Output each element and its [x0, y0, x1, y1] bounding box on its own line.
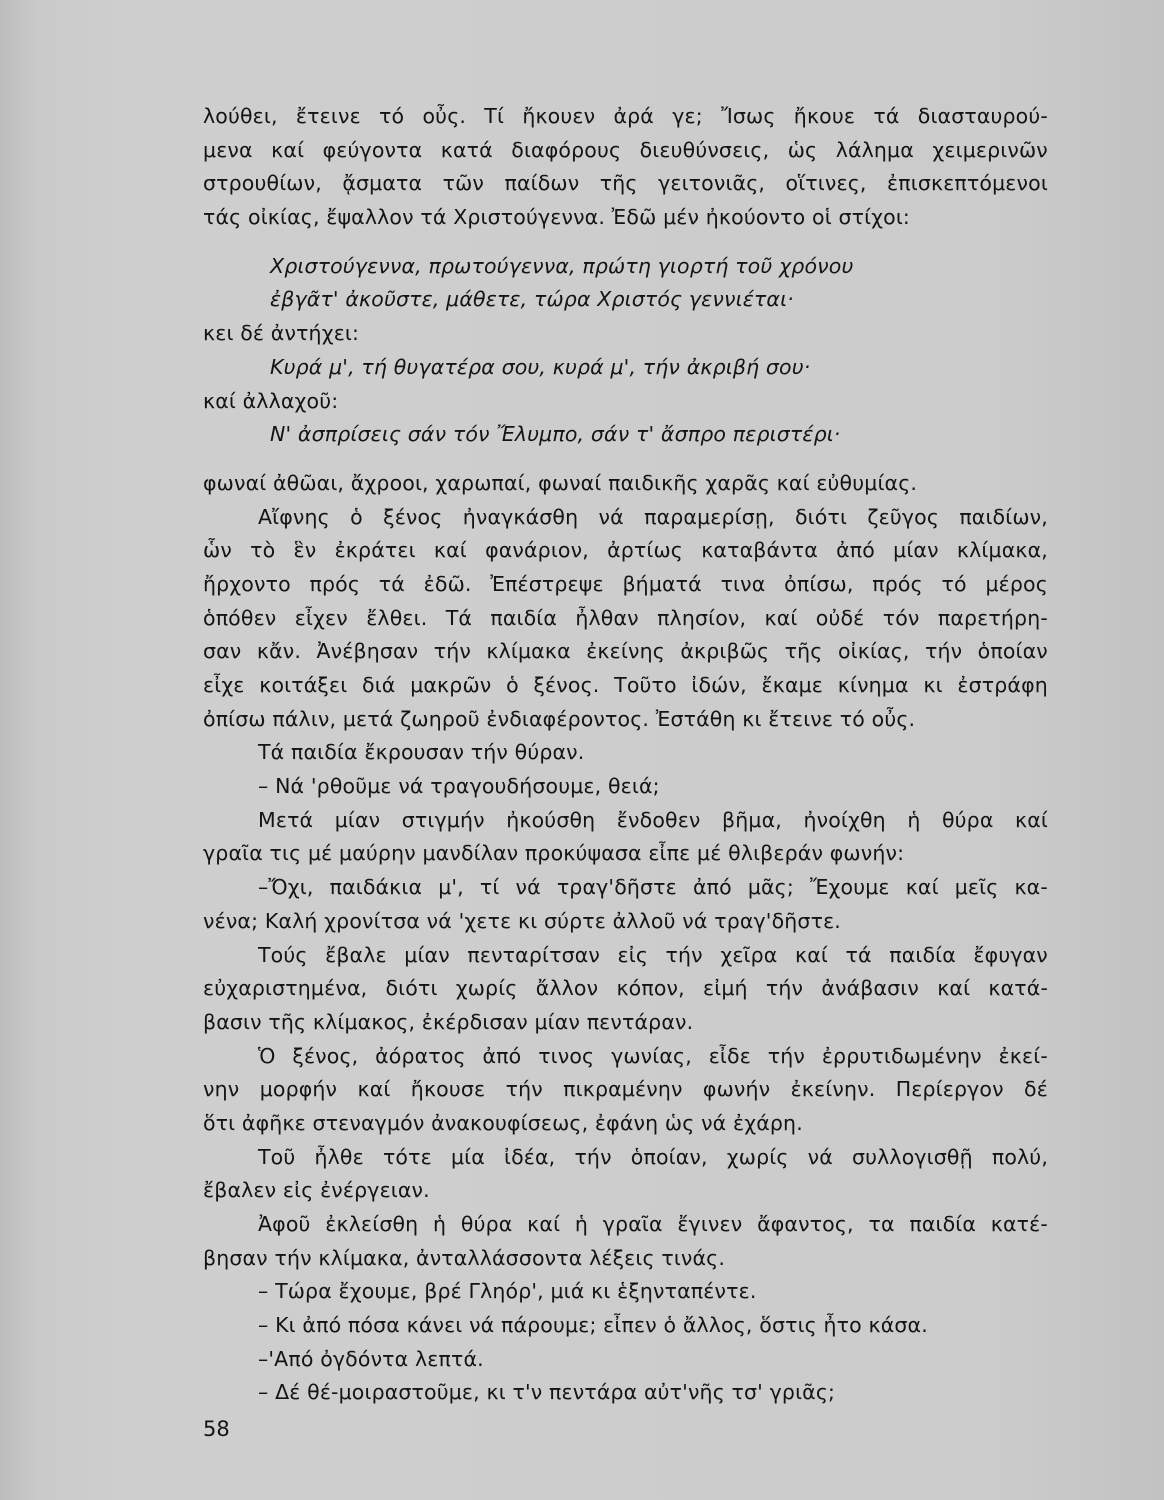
word: ἄλλον	[535, 976, 599, 1001]
word: κλίμακα,	[956, 538, 1048, 563]
word: ζεῦγος	[867, 504, 940, 529]
word: νην	[203, 1077, 240, 1102]
text-line: – Τώρα ἔχουμε, βρέ Γληόρ', μιά κι ἑξηνταπέντε.	[258, 1279, 757, 1304]
text-line: γραῖα τις μέ μαύρην μανδίλαν προκύψασα εἶπε μέ θλιβεράν φωνήν:	[203, 841, 905, 866]
word: εἰς	[617, 942, 649, 967]
word: βήματά	[622, 571, 702, 596]
verse-block	[203, 351, 1048, 385]
text-line: Τά παιδία ἔκρουσαν τήν θύραν.	[258, 740, 585, 765]
text-line	[203, 134, 1048, 168]
text-line	[203, 635, 1048, 669]
word: καί	[764, 605, 798, 630]
word: κατέ-	[990, 1212, 1048, 1236]
word: τήν	[433, 639, 471, 664]
word: οἵτινες,	[785, 171, 867, 196]
word: ἤκουσε	[410, 1077, 486, 1102]
word: ἠκούσθη	[506, 807, 596, 832]
word: μέρος	[985, 571, 1048, 596]
word: ἰδών,	[691, 673, 747, 697]
paragraph	[203, 939, 1048, 1040]
text-line: – Κι ἀπό πόσα κάνει νά πάρουμε; εἶπεν ὁ ἄλλος, ὅστις ἦτο κάσα.	[258, 1313, 928, 1338]
word: ἐκράτει	[334, 538, 416, 563]
text-line: – Δέ θέ-μοιραστοῦμε, κι τ'ν πεντάρα αὐτ'νῆς τσ' γριᾶς;	[258, 1380, 836, 1405]
word: Αἴφνης	[258, 504, 330, 529]
paragraph	[203, 871, 1048, 938]
word: ὁποίαν,	[630, 1144, 708, 1169]
text-line: ὅτι ἀφῆκε στεναγμόν ἀνακουφίσεως, ἐφάνη ὡς νά ἐχάρη.	[203, 1110, 803, 1135]
word: μίαν	[404, 942, 450, 967]
word: καί	[937, 976, 971, 1001]
word: ἀπό	[692, 875, 732, 900]
word: παιδάκια	[329, 875, 423, 900]
word: Τούς	[258, 942, 308, 967]
word: τῆς	[599, 171, 638, 196]
word: ἤκουεν	[522, 104, 596, 128]
text-line: –'Από ὀγδόντα λεπτά.	[258, 1346, 484, 1371]
word: Τί	[484, 104, 505, 128]
word: κλίμακα	[486, 639, 571, 664]
word: ἰδέα,	[504, 1144, 556, 1169]
word: λούθει,	[203, 104, 278, 128]
word: κοιτάξει	[259, 673, 348, 697]
paragraph	[203, 1376, 1048, 1410]
word: ἔγινεν	[677, 1212, 743, 1236]
word: ἠναγκάσθη	[462, 504, 579, 529]
word: παιδία	[889, 942, 956, 967]
verse-block	[203, 250, 1048, 317]
text-line	[203, 1040, 1048, 1074]
word: οὖς.	[422, 104, 467, 128]
word: καί	[1015, 807, 1048, 832]
word: ἠνοίχθη	[803, 807, 886, 832]
paragraph	[203, 317, 1048, 351]
word: ὡς	[787, 137, 818, 162]
word: παιδίων,	[959, 504, 1048, 529]
word: νά	[807, 1144, 833, 1169]
word: πλησίον,	[657, 605, 747, 630]
word: ἔνδοθεν	[616, 807, 701, 832]
word: τήν	[765, 976, 804, 1001]
word: κόπον,	[616, 976, 685, 1001]
paragraph	[203, 1275, 1048, 1309]
word: συλλογισθῇ	[851, 1144, 973, 1169]
text-line	[203, 534, 1048, 568]
word: φανάριον,	[485, 538, 589, 563]
word: τὸ	[250, 538, 276, 563]
word: ἀνάβασιν	[821, 976, 919, 1001]
word: ὀπίσω,	[784, 571, 854, 596]
word: εἶχε	[203, 673, 245, 697]
text-line	[203, 568, 1048, 602]
word: γειτονιᾶς,	[658, 171, 766, 196]
paragraph	[203, 1343, 1048, 1377]
word: διότι	[794, 504, 848, 529]
word: ξένος	[383, 504, 443, 529]
text-line: Κυρά μ', τή θυγατέρα σου, κυρά μ', τήν ἀκριβή σου·	[270, 354, 811, 379]
word: καί	[905, 875, 939, 900]
word: κίνημα	[837, 673, 909, 697]
text-line	[203, 669, 1048, 703]
word: ἡ	[574, 1212, 589, 1236]
paragraph	[203, 385, 1048, 419]
text-line: ἐβγᾶτ' ἀκοῦστε, μάθετε, τώρα Χριστός γεννιέται·	[270, 287, 794, 312]
word: χεῖρα	[720, 942, 778, 967]
word: θύρα	[460, 1212, 513, 1236]
paragraph	[203, 501, 1048, 737]
word: τήν	[505, 1077, 543, 1102]
word: τα	[868, 1212, 895, 1236]
word: ξένος,	[292, 1043, 359, 1068]
word: καί	[271, 137, 305, 162]
word: ᾄσματα	[342, 171, 423, 196]
word: καί	[357, 1077, 391, 1102]
word: οἰκίας,	[837, 639, 910, 664]
word: νά	[515, 875, 541, 900]
word: εἶχεν	[294, 605, 348, 630]
word: τήν	[767, 1043, 805, 1068]
word: ἀπό	[836, 538, 875, 563]
word: δέ	[1024, 1077, 1048, 1102]
word: Ἀνέβησαν	[316, 639, 419, 664]
page-number: 58	[203, 1417, 230, 1441]
word: ἐκεί-	[998, 1043, 1048, 1068]
word: γωνίας,	[611, 1043, 692, 1068]
paragraph	[203, 1208, 1048, 1275]
text-line: βασιν τῆς κλίμακος, ἐκέρδισαν μίαν πεντάραν.	[203, 1009, 694, 1034]
word: Τοῦτο	[614, 673, 677, 697]
word: μορφήν	[259, 1077, 338, 1102]
word: τά	[873, 104, 900, 128]
word: τά	[845, 942, 872, 967]
word: τινα	[720, 571, 766, 596]
word: μενα	[203, 137, 253, 162]
word: νά	[598, 504, 624, 529]
word: μ',	[438, 875, 464, 900]
word: φωνήν	[702, 1077, 771, 1102]
word: Τά	[445, 605, 473, 630]
word: στρουθίων,	[203, 171, 322, 196]
word: βῆμα,	[722, 807, 782, 832]
word: πρός	[309, 571, 361, 596]
word: Ἐπέστρεψε	[490, 571, 604, 596]
text-line: ὀπίσω πάλιν, μετά ζωηροῦ ἐνδιαφέροντος. Ἐστάθη κι ἔτεινε τό οὖς.	[203, 706, 916, 731]
paragraph	[203, 736, 1048, 770]
text-line	[203, 871, 1048, 905]
word: ἐκείνην.	[790, 1077, 876, 1102]
word: τήν	[665, 942, 703, 967]
word: κατά	[440, 137, 493, 162]
word: μίαν	[334, 807, 381, 832]
word: ὧν	[203, 538, 232, 563]
word: πρός	[872, 571, 923, 596]
paragraph	[203, 1040, 1048, 1141]
word: παραμερίσῃ,	[644, 504, 775, 529]
word: θύρα	[941, 807, 994, 832]
text-line: – Νά 'ρθοῦμε νά τραγουδήσουμε, θειά;	[258, 774, 660, 799]
word: ἀόρατος	[375, 1043, 466, 1068]
word: παρετήρη-	[937, 605, 1048, 630]
word: ἔλθει.	[366, 605, 428, 630]
word: πικραμένην	[563, 1077, 683, 1102]
word: εἰμή	[703, 976, 748, 1001]
text-line: τάς οἰκίας, ἔψαλλον τά Χριστούγεννα. Ἐδῶ μέν ἠκούοντο οἱ στίχοι:	[203, 205, 910, 230]
word: ἀκριβῶς	[680, 639, 770, 664]
text-line	[203, 1208, 1048, 1242]
word: ἤκουε	[793, 104, 856, 128]
word: καταβάντα	[701, 538, 818, 563]
word: διαφόρους	[511, 137, 622, 162]
text-line	[203, 501, 1048, 535]
word: μᾶς;	[747, 875, 794, 900]
text-line	[203, 804, 1048, 838]
word: καί	[527, 1212, 561, 1236]
text-line: ἔβαλεν εἰς ἐνέργειαν.	[203, 1178, 430, 1203]
word: κἄν.	[256, 639, 302, 664]
paragraph	[203, 1141, 1048, 1208]
word: καί	[795, 942, 828, 967]
word: ἔβαλε	[325, 942, 387, 967]
word: ὁπόθεν	[203, 605, 277, 630]
word: διευθύνσεις,	[639, 137, 770, 162]
word: γραῖα	[602, 1212, 663, 1236]
word: τήν	[924, 639, 963, 664]
word: κα-	[1014, 875, 1048, 900]
word: Περίεργον	[895, 1077, 1004, 1102]
word: μία	[450, 1144, 485, 1169]
word: Ἴσως	[721, 104, 776, 128]
word: σαν	[203, 639, 242, 664]
word: τήν	[574, 1144, 612, 1169]
word: Τοῦ	[258, 1144, 296, 1169]
word: τά	[378, 571, 405, 596]
word: ἔτεινε	[295, 104, 361, 128]
word: ἔφυγαν	[973, 942, 1048, 967]
word: τόν	[882, 605, 920, 630]
word: εἶδε	[708, 1043, 751, 1068]
word: Ὁ	[258, 1043, 276, 1068]
word: κι	[923, 673, 943, 697]
word: ἐρρυτιδωμένην	[821, 1043, 982, 1068]
word: στιγμήν	[401, 807, 485, 832]
page-text	[203, 100, 1048, 1410]
paragraph	[203, 100, 1048, 235]
word: χειμερινῶν	[932, 137, 1048, 162]
word: ἄφαντος,	[757, 1212, 854, 1236]
paragraph	[203, 770, 1048, 804]
paragraph	[203, 467, 1048, 501]
word: τῆς	[784, 639, 823, 664]
word: μίαν	[893, 538, 939, 563]
word: πολύ,	[991, 1144, 1048, 1169]
text-line	[203, 602, 1048, 636]
word: Ἔχουμε	[809, 875, 890, 900]
word: κατά-	[988, 976, 1048, 1001]
word: ἐκλείσθη	[325, 1212, 419, 1236]
word: ἐπισκεπτόμενοι	[887, 171, 1048, 196]
text-line	[203, 939, 1048, 973]
word: λάλημα	[835, 137, 914, 162]
text-line	[203, 1073, 1048, 1107]
word: τότε	[382, 1144, 432, 1169]
word: τινος	[538, 1043, 595, 1068]
text-line: Χριστούγεννα, πρωτούγεννα, πρώτη γιορτή τοῦ χρόνου	[270, 253, 854, 278]
text-line: κει δέ ἀντήχει:	[203, 321, 360, 346]
word: ἐκείνης	[586, 639, 665, 664]
word: ἐδῶ.	[423, 571, 472, 596]
paragraph	[203, 1309, 1048, 1343]
word: οὐδέ	[815, 605, 865, 630]
word: ἀρτίως	[607, 538, 683, 563]
word: ὁ	[350, 504, 363, 529]
word: ἦλθε	[314, 1144, 364, 1169]
word: ἐστράφη	[957, 673, 1048, 697]
text-line: φωναί ἀθῶαι, ἄχροοι, χαρωπαί, φωναί παιδικῆς χαρᾶς καί εὐθυμίας.	[203, 470, 918, 495]
word: ἔκαμε	[761, 673, 824, 697]
word: τό	[941, 571, 967, 596]
word: τῶν	[442, 171, 485, 196]
text-line: νένα; Καλή χρονίτσα νά 'χετε κι σύρτε ἀλλοῦ νά τραγ'δῆστε.	[203, 908, 841, 933]
text-line	[203, 1141, 1048, 1175]
word: Μετά	[258, 807, 314, 832]
paragraph	[203, 804, 1048, 871]
word: παιδία	[490, 605, 558, 630]
word: γε;	[672, 104, 703, 128]
word: μεῖς	[954, 875, 999, 900]
text-line: βησαν τήν κλίμακα, ἀνταλλάσσοντα λέξεις τινάς.	[203, 1245, 726, 1270]
word: παίδων	[504, 171, 580, 196]
text-line: Ν' ἀσπρίσεις σάν τόν Ἔλυμπο, σάν τ' ἄσπρο περιστέρι·	[270, 422, 841, 447]
word: τό	[379, 104, 405, 128]
word: καί	[433, 538, 467, 563]
text-line: καί ἀλλαχοῦ:	[203, 388, 339, 413]
text-line	[203, 167, 1048, 201]
word: φεύγοντα	[322, 137, 423, 162]
text-line	[203, 100, 1048, 134]
word: διά	[362, 673, 396, 697]
word: διότι	[385, 976, 438, 1001]
word: ἤρχοντο	[203, 571, 291, 596]
word: εὐχαριστημένα,	[203, 976, 368, 1001]
word: ἀπό	[482, 1043, 522, 1068]
word: παιδία	[909, 1212, 977, 1236]
word: διασταυρού-	[917, 104, 1048, 128]
word: χωρίς	[726, 1144, 789, 1169]
word: ἦλθαν	[575, 605, 639, 630]
word: –Ὄχι,	[258, 875, 314, 900]
word: ἡ	[433, 1212, 447, 1236]
word: χωρίς	[455, 976, 518, 1001]
word: μακρῶν	[410, 673, 492, 697]
word: ἀρά	[613, 104, 654, 128]
word: ξένος.	[533, 673, 600, 697]
word: τραγ'δῆστε	[556, 875, 677, 900]
word: ἡ	[907, 807, 921, 832]
word: πενταρίτσαν	[467, 942, 600, 967]
text-line	[203, 972, 1048, 1006]
word: ἓν	[293, 538, 317, 563]
word: ὁποίαν	[977, 639, 1048, 664]
word: ὁ	[506, 673, 519, 697]
verse-block	[203, 418, 1048, 452]
word: Ἀφοῦ	[258, 1212, 311, 1236]
word: τί	[479, 875, 500, 900]
